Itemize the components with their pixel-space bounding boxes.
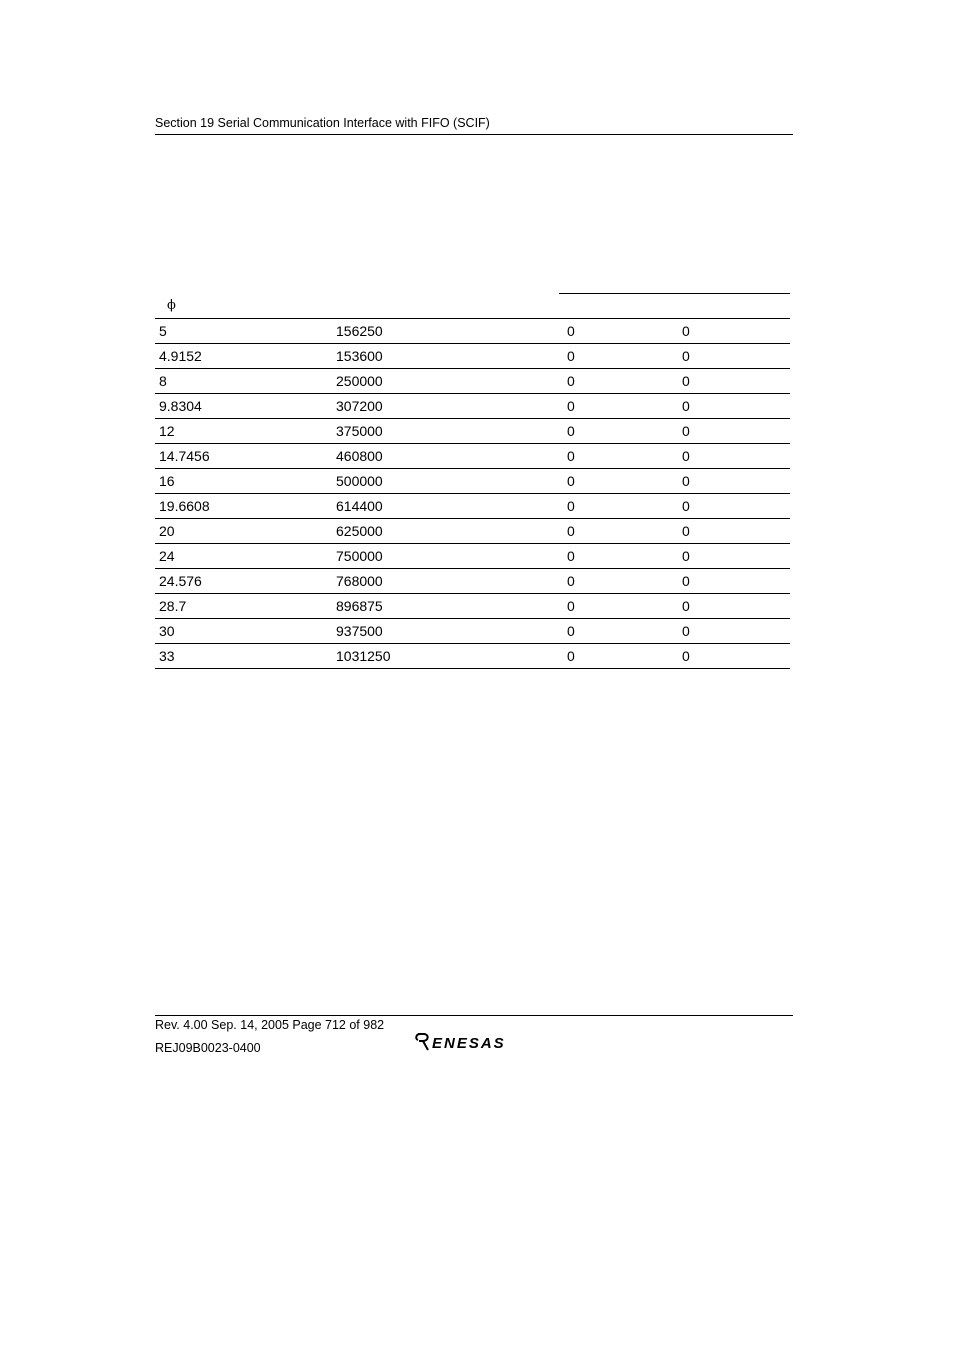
table-row [155,319,790,344]
table-cell: 750000 [332,544,563,569]
table-row [155,644,790,669]
table-row [155,469,790,494]
footer-divider [155,1015,793,1016]
table-cell: 24 [155,544,332,569]
table-cell: 0 [678,544,790,569]
header-divider [155,134,793,135]
table-cell: 0 [563,344,678,369]
table-cell: 0 [678,444,790,469]
table-cell: 0 [678,469,790,494]
table-row [155,444,790,469]
table-row [155,544,790,569]
table-row [155,394,790,419]
table-cell: 9.8304 [155,394,332,419]
table-cell: 625000 [332,519,563,544]
table-cell: 768000 [332,569,563,594]
table-cell: 500000 [332,469,563,494]
table-cell: 153600 [332,344,563,369]
table-cell: 12 [155,419,332,444]
table-cell: 0 [563,319,678,344]
table-cell: 0 [563,369,678,394]
table-cell: 0 [563,544,678,569]
table-cell: 0 [563,569,678,594]
table-cell: 8 [155,369,332,394]
table-cell: 24.576 [155,569,332,594]
table-cell: 0 [678,394,790,419]
section-header: Section 19 Serial Communication Interface with FIFO (SCIF) [155,116,490,130]
table-cell: 0 [563,644,678,669]
table-cell: 0 [678,519,790,544]
table-cell: 0 [563,444,678,469]
table-cell: 0 [563,494,678,519]
table-cell: 0 [678,569,790,594]
table-cell: 30 [155,619,332,644]
table-cell: 1031250 [332,644,563,669]
table-cell: 0 [563,394,678,419]
table-cell: 19.6608 [155,494,332,519]
table-cell: 4.9152 [155,344,332,369]
table-cell: 28.7 [155,594,332,619]
table-cell: 33 [155,644,332,669]
table-body [155,319,790,669]
svg-text:ENESAS: ENESAS [432,1035,506,1052]
footer-doc-number: REJ09B0023-0400 [155,1041,261,1055]
table-cell: 0 [563,594,678,619]
table-cell: 0 [678,594,790,619]
table-cell: 0 [563,419,678,444]
bitrate-table [155,285,790,669]
table-row [155,619,790,644]
table-cell: 250000 [332,369,563,394]
table-cell: 0 [678,419,790,444]
renesas-logo [414,1031,536,1053]
table-cell: 937500 [332,619,563,644]
table-cell: 307200 [332,394,563,419]
table-row [155,519,790,544]
table-cell: 14.7456 [155,444,332,469]
table-cell: 0 [678,494,790,519]
table-cell: 0 [563,469,678,494]
table-cell: 614400 [332,494,563,519]
table-row [155,344,790,369]
table-header [155,285,790,319]
table-cell: 896875 [332,594,563,619]
table-cell: 0 [678,344,790,369]
table-cell: 20 [155,519,332,544]
table-cell: 375000 [332,419,563,444]
phi-symbol: ϕ [167,298,176,313]
table-cell: 16 [155,469,332,494]
table-cell: 156250 [332,319,563,344]
table-cell: 0 [678,369,790,394]
table-row [155,594,790,619]
footer-revision: Rev. 4.00 Sep. 14, 2005 Page 712 of 982 [155,1018,385,1032]
table-row [155,419,790,444]
table-row [155,569,790,594]
table-cell: 0 [678,319,790,344]
table-cell: 0 [678,619,790,644]
table-cell: 460800 [332,444,563,469]
table-cell: 0 [678,644,790,669]
table-row [155,369,790,394]
table-cell: 5 [155,319,332,344]
table-row [155,494,790,519]
table-cell: 0 [563,519,678,544]
table-cell: 0 [563,619,678,644]
